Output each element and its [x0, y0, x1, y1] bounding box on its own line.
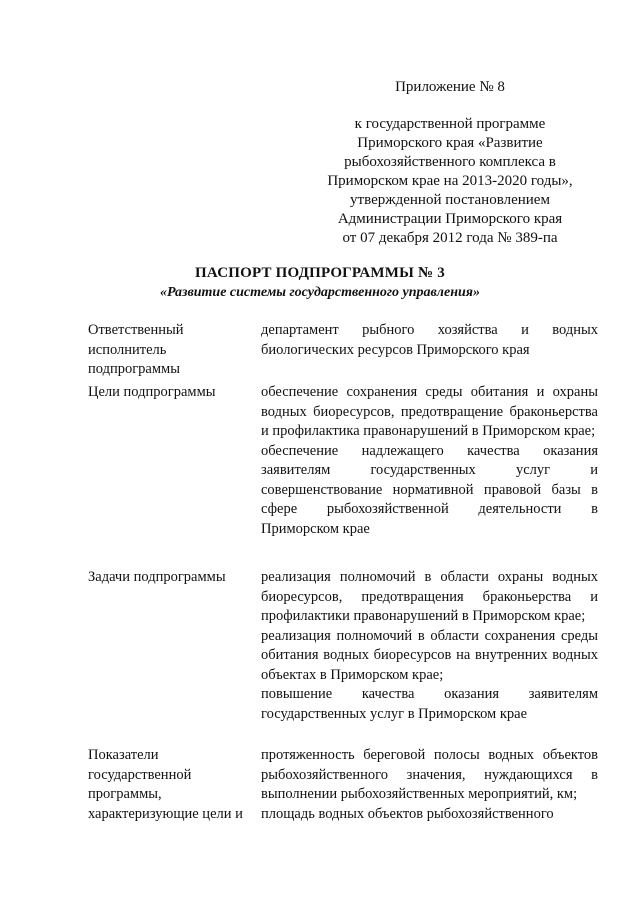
row-paragraph: реализация полномочий в области сохранения среды обитания водных биоресурсов на внутренних водных объектах в Приморском крае; [261, 627, 598, 683]
row-label-line: Показатели [88, 747, 159, 763]
appendix-line: Приморского края «Развитие [357, 135, 543, 151]
row-paragraph: обеспечение надлежащего качества оказания заявителям государственных услуг и совершенствование нормативной правовой базы в сфере рыбохозяйственной деятельности в Приморском крае [261, 442, 598, 537]
row-paragraph: реализация полномочий в области охраны водных биоресурсов, предотвращения браконьерства и профилактики правонарушений в Приморском крае; [261, 569, 598, 624]
row-label-line: программы, [88, 786, 162, 802]
row-paragraph: обеспечение сохранения среды обитания и охраны водных биоресурсов, предотвращение браконьерства и профилактика правонарушений в Приморском крае; [261, 384, 598, 439]
row-label-line: исполнитель [88, 341, 167, 358]
document-subtitle: «Развитие системы государственного управления» [160, 285, 480, 300]
document-title: ПАСПОРТ ПОДПРОГРАММЫ № 3 [195, 265, 445, 281]
row-value [261, 383, 598, 539]
row-paragraph: протяженность береговой полосы водных объектов рыбохозяйственного значения, нуждающихся в выполнении рыбохозяйственных мероприятий, км; [261, 747, 598, 802]
row-paragraph: департамент рыбного хозяйства и водных биологических ресурсов Приморского края [261, 322, 598, 358]
row-label [88, 383, 258, 403]
appendix-line: от 07 декабря 2012 года № 389-па [342, 230, 558, 246]
appendix-line: утвержденной постановлением [350, 192, 550, 208]
row-label [88, 746, 258, 824]
appendix-line: рыбохозяйственного комплекса в [344, 154, 556, 170]
row-label-line: подпрограммы [88, 361, 180, 377]
appendix-number: Приложение № 8 [395, 79, 505, 95]
row-label-line: Цели подпрограммы [88, 384, 216, 400]
row-label [88, 321, 258, 380]
appendix-line: к государственной программе [354, 116, 546, 132]
row-label-line: государственной [88, 766, 192, 783]
row-label-line: Задачи подпрограммы [88, 569, 226, 585]
row-paragraph: площадь водных объектов рыбохозяйственного [261, 805, 554, 822]
row-value [261, 321, 598, 360]
row-value [261, 746, 598, 824]
appendix-header [300, 78, 600, 248]
row-label-line: характеризующие цели и [88, 805, 243, 822]
row-value [261, 568, 598, 724]
row-label [88, 568, 258, 588]
row-label-line: Ответственный [88, 322, 184, 338]
appendix-line: Администрации Приморского края [337, 211, 563, 227]
row-paragraph: повышение качества оказания заявителям государственных услуг в Приморском крае [261, 686, 598, 722]
appendix-line: Приморском крае на 2013-2020 годы», [327, 173, 573, 189]
